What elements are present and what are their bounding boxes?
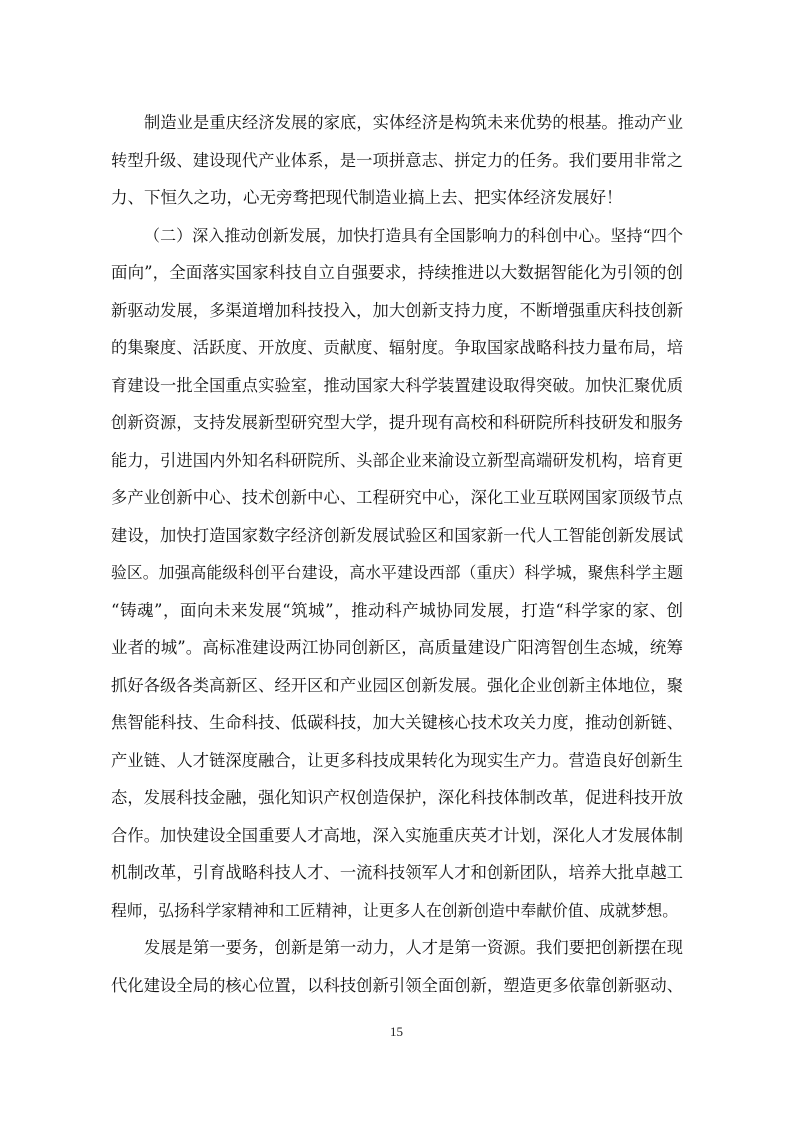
- text-line: 验区。加强高能级科创平台建设，高水平建设西部（重庆）科学城，聚焦科学主题: [111, 563, 683, 582]
- text-line: 机制改革，引育战略科技人才、一流科技领军人才和创新团队，培养大批卓越工: [111, 863, 683, 882]
- text-line: 创新资源，支持发展新型研究型大学，提升现有高校和科研院所科技研发和服务: [111, 413, 683, 432]
- text-line: 产业链、人才链深度融合，让更多科技成果转化为现实生产力。营造良好创新生: [111, 750, 683, 770]
- text-line: “铸魂”，面向未来发展“筑城”，推动科产城协同发展，打造“科学家的家、创: [111, 600, 683, 620]
- text-line: 抓好各级各类高新区、经开区和产业园区创新发展。强化企业创新主体地位，聚: [111, 675, 683, 695]
- text-line: 态，发展科技金融，强化知识产权创造保护，深化科技体制改革，促进科技开放: [111, 788, 683, 807]
- text-line: 合作。加快建设全国重要人才高地，深入实施重庆英才计划，深化人才发展体制: [111, 825, 683, 845]
- text-line: 新驱动发展，多渠道增加科技投入，加大创新支持力度，不断增强重庆科技创新: [111, 300, 683, 320]
- text-line: 力、下恒久之功，心无旁骛把现代制造业搞上去、把实体经济发展好！: [111, 188, 623, 207]
- text-line: 业者的城”。高标准建设两江协同创新区，高质量建设广阳湾智创生态城，统筹: [111, 638, 683, 657]
- text-line: 建设，加快打造国家数字经济创新发展试验区和国家新一代人工智能创新发展试: [111, 525, 683, 545]
- text-line: 发展是第一要务，创新是第一动力，人才是第一资源。我们要把创新摆在现: [144, 938, 683, 957]
- text-line: 转型升级、建设现代产业体系，是一项拼意志、拼定力的任务。我们要用非常之: [111, 150, 683, 170]
- text-line: 焦智能科技、生命科技、低碳科技，加大关键核心技术攻关力度，推动创新链、: [111, 713, 683, 732]
- paragraph: [111, 929, 683, 1004]
- text-line: 面向”，全面落实国家科技自立自强要求，持续推进以大数据智能化为引领的创: [111, 263, 683, 282]
- text-line: 多产业创新中心、技术创新中心、工程研究中心，深化工业互联网国家顶级节点: [111, 488, 683, 507]
- page-number: 15: [390, 1024, 403, 1039]
- text-line: 制造业是重庆经济发展的家底，实体经济是构筑未来优势的根基。推动产业: [144, 113, 683, 132]
- text-line: 代化建设全局的核心位置，以科技创新引领全面创新，塑造更多依靠创新驱动、: [111, 975, 683, 995]
- text-line: 的集聚度、活跃度、开放度、贡献度、辐射度。争取国家战略科技力量布局，培: [111, 338, 683, 357]
- text-line: 程师，弘扬科学家精神和工匠精神，让更多人在创新创造中奉献价值、成就梦想。: [111, 900, 678, 920]
- paragraph: [111, 104, 683, 217]
- document-body: [111, 104, 683, 1004]
- text-line: 能力，引进国内外知名科研院所、头部企业来渝设立新型高端研发机构，培育更: [111, 450, 683, 470]
- paragraph: [111, 217, 683, 930]
- text-line: （二）深入推动创新发展，加快打造具有全国影响力的科创中心。坚持“四个: [144, 225, 683, 245]
- text-line: 育建设一批全国重点实验室，推动国家大科学装置建设取得突破。加快汇聚优质: [111, 375, 683, 395]
